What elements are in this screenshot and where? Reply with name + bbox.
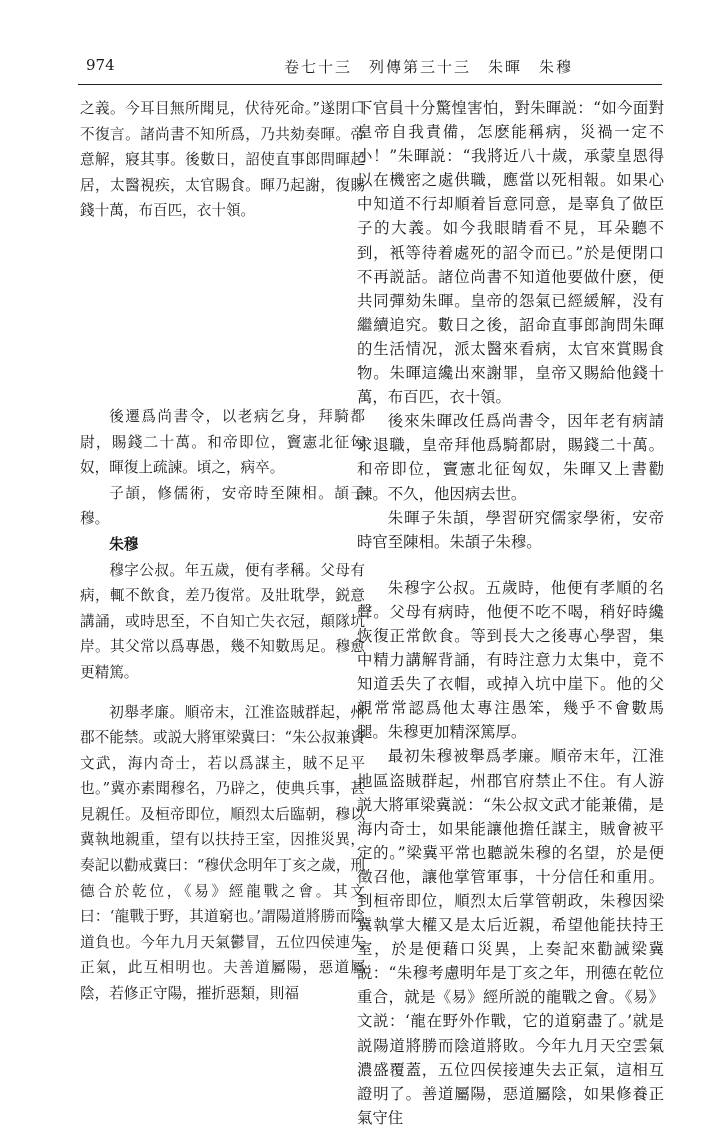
header-rule bbox=[78, 84, 662, 85]
left-paragraph-3: 子頡，修儒術，安帝時至陳相。頡子穆。 bbox=[80, 484, 365, 528]
left-paragraph-4: 穆字公叔。年五歲，便有孝稱。父母有病，輒不飲食，差乃復常。及壯耽學，鋭意講誦，或時思至，不自知亡失衣冠，顛隊坑岸。其父常以爲專愚，幾不知數馬足。穆愈更精篤。 bbox=[80, 561, 365, 681]
classical-text-column bbox=[80, 96, 365, 1007]
right-paragraph-3: 朱暉子朱頡，學習研究儒家學術，安帝時官至陳相。朱頡子朱穆。 bbox=[357, 508, 664, 551]
right-paragraph-4: 朱穆字公叔。五歲時，他便有孝順的名聲。父母有病時，他便不吃不喝，稍好時纔恢復正常飲食。等到長大之後專心學習，集中精力講解背誦，有時注意力太集中，竟不知道丢失了衣帽，或掉入坑中崖下。他的父親常常認爲他太專注愚笨，幾乎不會數馬腿。朱穆更加精深篤厚。 bbox=[357, 578, 664, 742]
right-paragraph-2: 後來朱暉改任爲尚書令，因年老有病請求退職，皇帝拜他爲騎都尉，賜錢二十萬。和帝即位，竇憲北征匈奴，朱暉又上書勸諫。不久，他因病去世。 bbox=[357, 412, 664, 503]
right-paragraph-1: 下官員十分驚惶害怕，對朱暉説：“如今面對皇帝自我責備，怎麽能稱病，災禍一定不小！”朱暉説：“我將近八十歲，承蒙皇恩得以在機密之處供職，應當以死相報。如果心中知道不行却順着旨意同意，是辜負了做臣子的大義。如今我眼睛看不見，耳朵聽不到，衹等待着處死的詔令而已。”於是便閉口不再説話。諸位尚書不知道他要做什麽，便共同彈劾朱暉。皇帝的怨氣已經緩解，没有繼續追究。數日之後，詔命直事郎詢問朱暉的生活情况，派太醫來看病，太官來賞賜食物。朱暉這纔出來謝罪，皇帝又賜給他錢十萬，布百匹，衣十領。 bbox=[357, 99, 664, 407]
left-paragraph-2: 後遷爲尚書令，以老病乞身，拜騎都尉，賜錢二十萬。和帝即位，竇憲北征匈奴，暉復上疏諫。頃之，病卒。 bbox=[80, 407, 365, 477]
left-paragraph-5: 初舉孝廉。順帝末，江淮盗賊群起，州郡不能禁。或説大將軍梁冀曰：“朱公叔兼資文武，海内奇士，若以爲謀主，賊不足平也。”冀亦素聞穆名，乃辟之，使典兵事，甚見親任。及桓帝即位，順烈太后臨朝，穆以冀執地親重，望有以扶持王室，因推災異，奏記以勸戒冀曰：“穆伏念明年丁亥之歲，刑德合於乾位，《易》經龍戰之會。其文曰：‘龍戰于野，其道窮也。’謂陽道將勝而陰道負也。今年九月天氣鬱冒，五位四侯連失正氣，此互相明也。夫善道屬陽，惡道屬陰，若修正守陽，摧折惡類，則福 bbox=[80, 703, 365, 1003]
translation-column bbox=[357, 96, 664, 1130]
section-title: 朱穆 bbox=[109, 535, 139, 553]
right-paragraph-5: 最初朱穆被舉爲孝廉。順帝末年，江淮地區盗賊群起，州郡官府禁止不住。有人游説大將軍梁冀説：“朱公叔文武才能兼備，是海内奇士，如果能讓他擔任謀主，賊會被平定的。”梁冀平常也聽説朱穆的名望，於是便徵召他，讓他掌管軍事，十分信任和重用。到桓帝即位，順烈太后掌管朝政，朱穆因梁冀執掌大權又是太后近親，希望他能扶持王室，於是便藉口災異，上奏記來勸誡梁冀説：“朱穆考慮明年是丁亥之年，刑德在乾位重合，就是《易》經所説的龍戰之會。《易》文説：‘龍在野外作戰，它的道窮盡了。’就是説陽道將勝而陰道將敗。今年九月天空雲氣濃盛覆蓋，五位四侯接連失去正氣，這相互證明了。善道屬陽，惡道屬陰，如果修養正氣守住 bbox=[357, 747, 664, 1127]
page-number: 974 bbox=[86, 56, 115, 74]
left-paragraph-1: 之義。今耳目無所聞見，伏待死命。”遂閉口不復言。諸尚書不知所爲，乃共劾奏暉。帝意解，寢其事。後數日，詔使直事郎問暉起居，太醫視疾，太官賜食。暉乃起謝，復賜錢十萬，布百匹，衣十領。 bbox=[80, 100, 365, 220]
running-head: 卷七十三 列傳第三十三 朱暉 朱穆 bbox=[284, 58, 574, 76]
